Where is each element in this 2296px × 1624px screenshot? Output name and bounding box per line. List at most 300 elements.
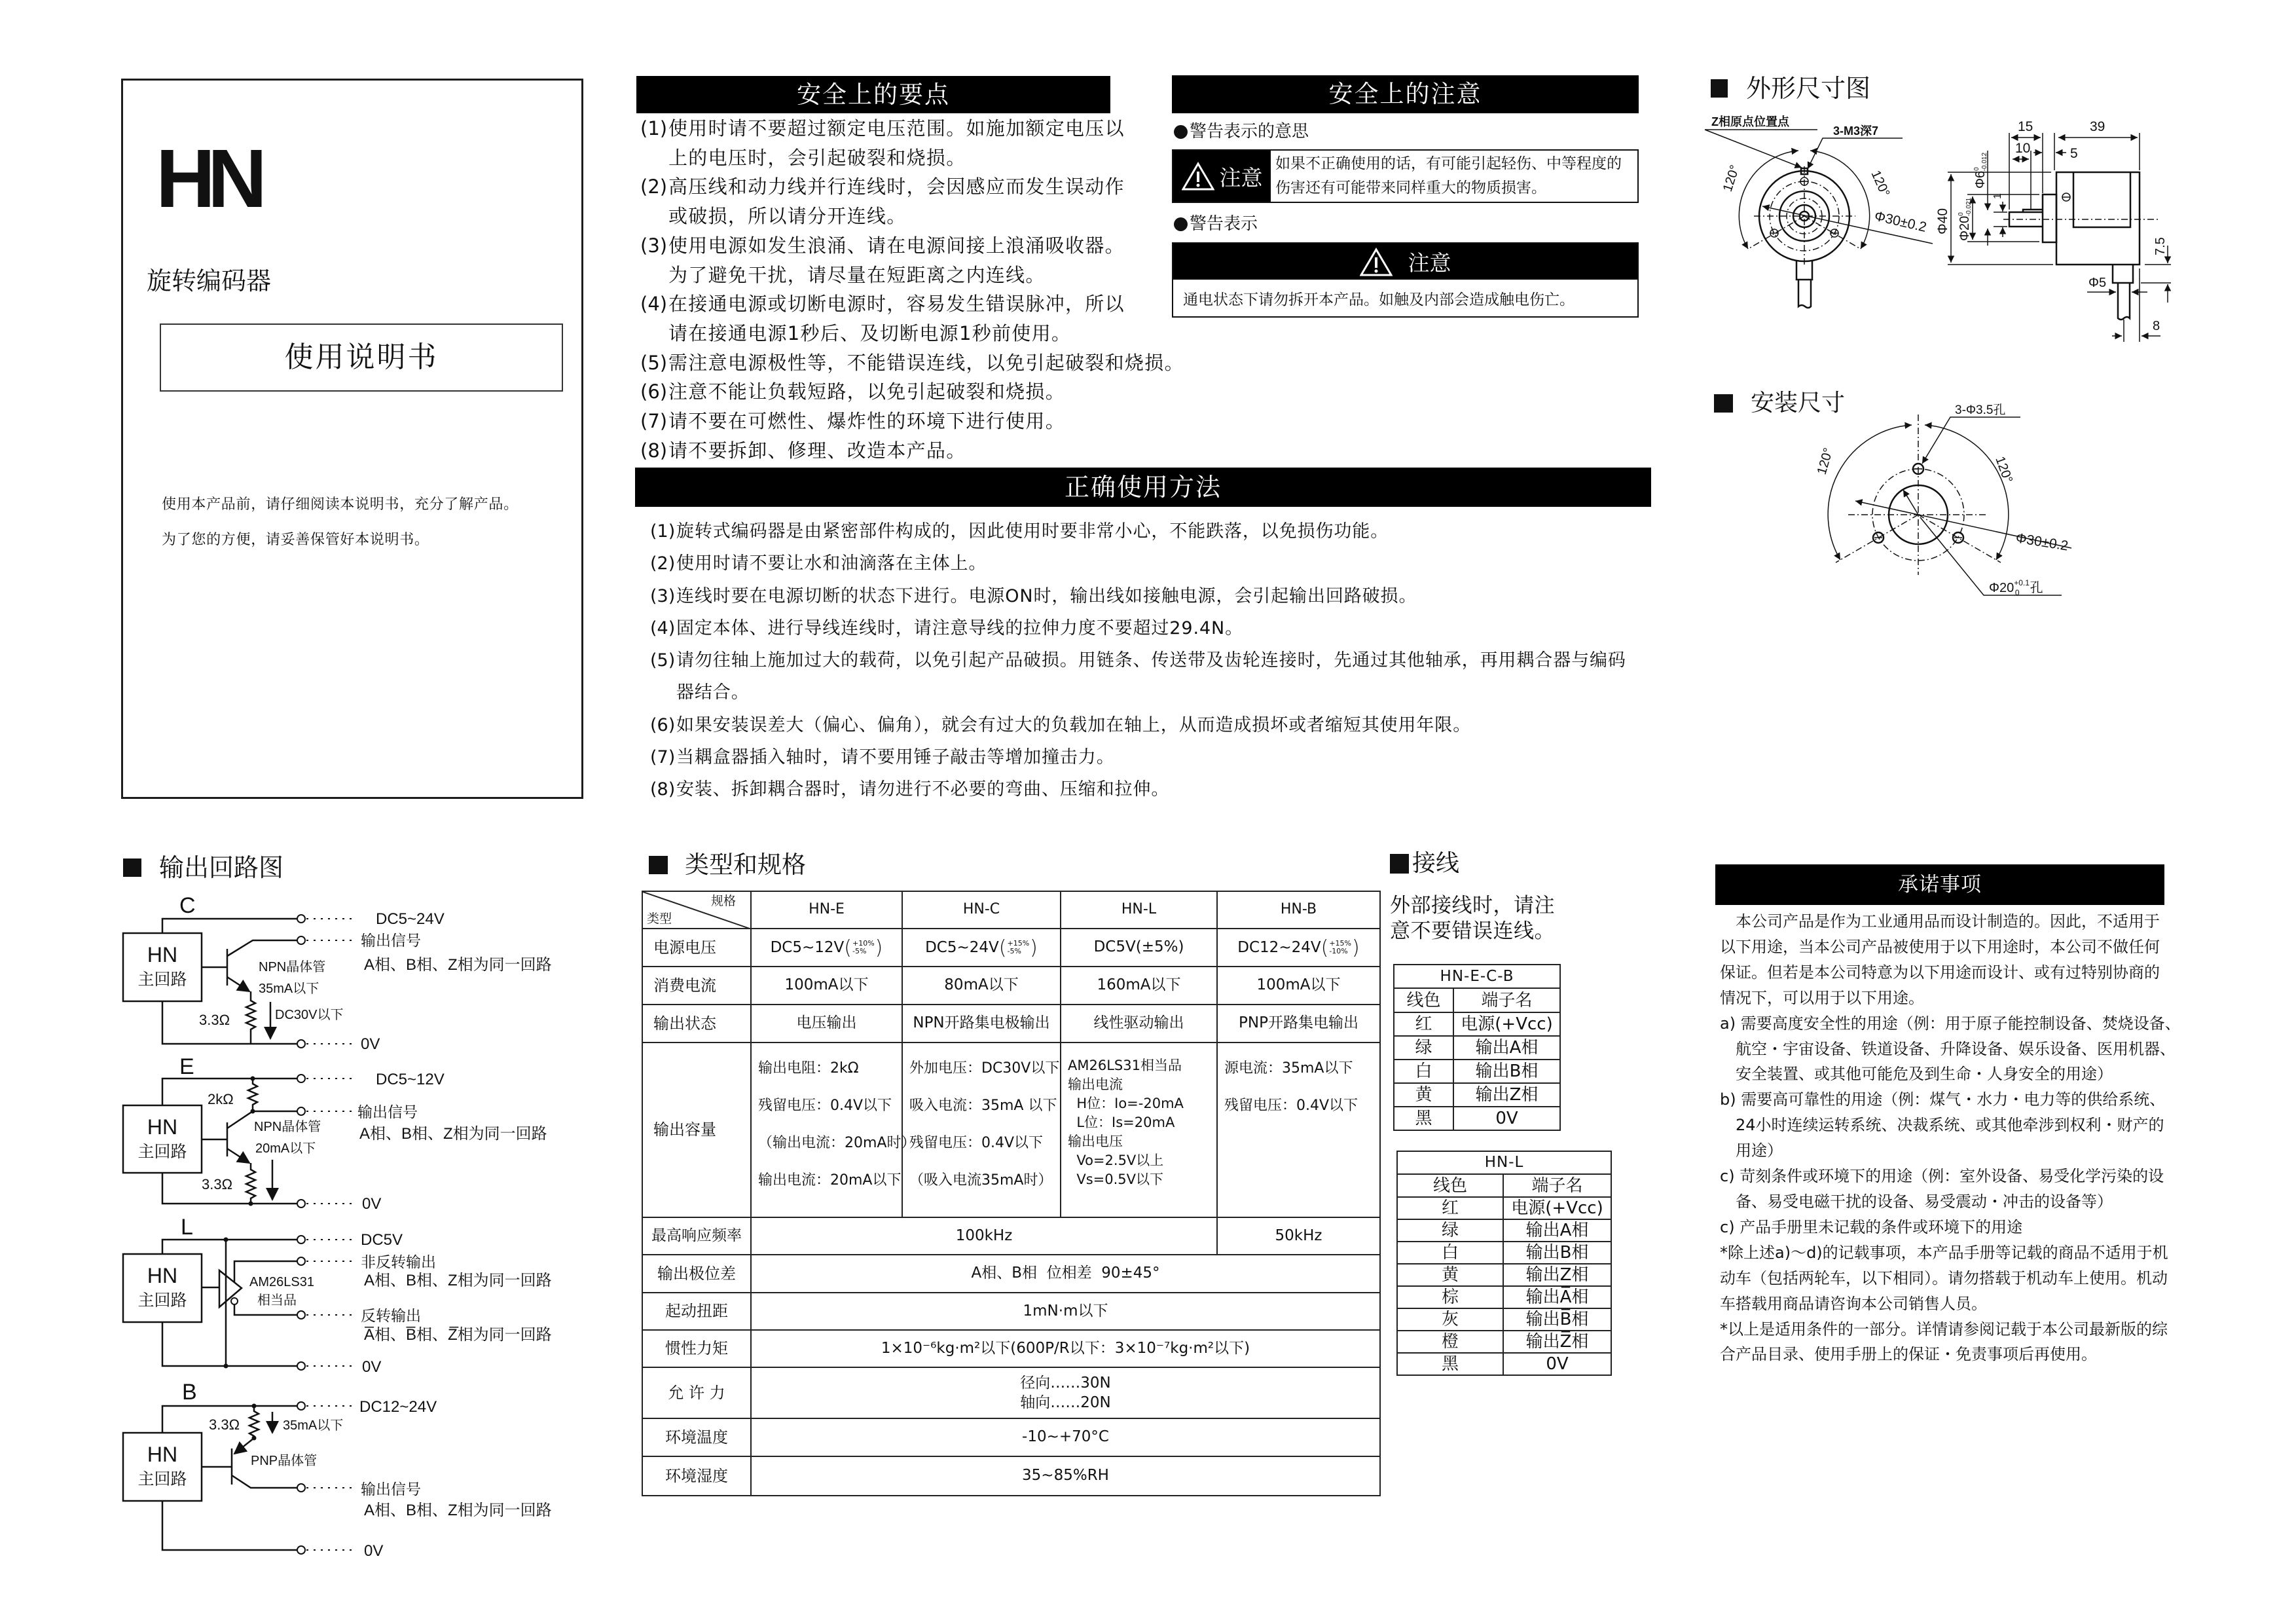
bore-label [1989, 578, 2043, 597]
bore-diameter: Φ20 [1989, 581, 2014, 595]
caution-description-line: 伤害还有可能带来同样重大的物质损害。 [1275, 179, 1546, 196]
table-cell: 100kHz [751, 1217, 1217, 1255]
voltage-limit-label: DC30V以下 [275, 1008, 344, 1022]
wiring-note-line: 意不要错误连线。 [1390, 919, 1555, 943]
resistor [246, 991, 255, 1044]
row-label: 电源电压 [642, 929, 751, 967]
cell-line: L位：Is=20mA [1068, 1115, 1175, 1130]
commitment-line: 本公司产品是作为工业通用品而设计制造的。因此，不适用于 [1720, 912, 2160, 931]
same-circuit-note: A相、B相、Z相为同一回路 [364, 956, 552, 974]
voltage-range: DC5V(±5%) [1093, 938, 1184, 956]
commitment-line: c) 苛刻条件或环境下的用途（例：室外设备、易受化学污染的设 [1720, 1167, 2164, 1186]
list-item [640, 377, 1184, 407]
list-item [650, 612, 1626, 644]
table-cell: A相、B相 位相差 90±45° [751, 1255, 1380, 1293]
same-circuit-note: A相、B相、Z相为同一回路 [364, 1502, 552, 1519]
row-label: 起动扭距 [642, 1293, 751, 1330]
bracket: ( [1321, 936, 1329, 959]
bore-suffix: 孔 [2030, 581, 2043, 595]
item-number: (5) [650, 650, 676, 671]
wire-color: 白 [1394, 1060, 1453, 1083]
table-cell: -10~+70°C [751, 1418, 1380, 1456]
circuit-type-label: L [181, 1215, 193, 1240]
table-row [1397, 1242, 1611, 1264]
row-label: 环境湿度 [642, 1456, 751, 1496]
item-text: 注意不能让负载短路，以免引起破裂和烧损。 [668, 380, 1066, 403]
holes-label: 3-Φ3.5孔 [1955, 403, 2006, 417]
terminal-name: 输出Z̅相 [1503, 1331, 1611, 1353]
bracket: ) [1030, 936, 1038, 959]
dimension-5: 5 [2070, 146, 2078, 161]
terminal-name: 电源(+Vcc) [1453, 1012, 1560, 1036]
cover-note: 为了您的方便，请妥善保管好本说明书。 [162, 532, 429, 548]
model-name: HN [156, 132, 259, 225]
item-text: 请在接通电源1秒后、及切断电源1秒前使用。 [668, 322, 1072, 344]
table-cell: 1×10⁻⁶kg·m²以下(600P/R以下：3×10⁻⁷kg·m²以下) [751, 1330, 1380, 1367]
item-text: 请勿往轴上施加过大的载荷，以免引起产品破损。用链条、传送带及齿轮连接时，先通过其他轴承，再用耦合器与编码 [676, 650, 1626, 671]
circuit-c [123, 893, 552, 1053]
table-row [1394, 1036, 1560, 1060]
noninverted-output-label: 非反转输出 [361, 1253, 436, 1270]
caution-label: 注意 [1219, 164, 1263, 191]
supply-voltage-cell [1217, 929, 1380, 967]
terminal-name: 输出A相 [1453, 1036, 1560, 1060]
bullet-icon [1174, 125, 1188, 139]
cell-line: 输出电阻：2kΩ [758, 1060, 859, 1077]
column-header: 端子名 [1503, 1174, 1611, 1197]
square-bullet-icon [1711, 79, 1728, 98]
wire-color: 棕 [1397, 1286, 1503, 1308]
table-cell: PNP开路集电输出 [1217, 1005, 1380, 1043]
flat-dimension: 1 [1992, 193, 2003, 199]
cover-note: 使用本产品前，请仔细阅读本说明书，充分了解产品。 [162, 496, 519, 513]
ground-label: 0V [364, 1542, 384, 1560]
item-text: 连线时要在电源切断的状态下进行。电源ON时，输出线如接触电源，会引起输出回路破损。 [676, 585, 1417, 606]
warning-triangle-icon [1182, 162, 1214, 191]
cable [1796, 261, 1812, 308]
table-row [1397, 1331, 1611, 1353]
cell-line: Vs=0.5V以下 [1068, 1172, 1164, 1187]
commitment-line: 情况下，可以用于以下用途。 [1720, 988, 1924, 1007]
output-capacity-cell [751, 1043, 916, 1217]
voltage-range: DC12~24V [1237, 938, 1321, 956]
cell-line: 残留电压：0.4V以下 [909, 1135, 1044, 1151]
supply-voltage-cell [902, 929, 1061, 967]
bracket: ) [1351, 936, 1360, 959]
item-number: (6) [650, 714, 676, 735]
commitment-line: 合产品目录、使用手册上的保证・免责事项后再使用。 [1720, 1345, 2097, 1364]
safety-points-list [640, 114, 1184, 465]
output-signal-label: 输出信号 [357, 1103, 418, 1120]
ground-rail [162, 1322, 297, 1366]
document-title: 使用说明书 [284, 341, 439, 374]
table-row [642, 1005, 1380, 1043]
list-item [640, 436, 1184, 466]
table-row [1397, 1308, 1611, 1331]
list-item [640, 407, 1184, 436]
item-text: 旋转式编码器是由紧密部件构成的，因此使用时要非常小心，不能跌落，以免损伤功能。 [676, 521, 1389, 542]
table-cell: 电压输出 [751, 1005, 902, 1043]
inverted-output-label: 反转输出 [361, 1307, 421, 1324]
table-row [642, 1456, 1380, 1496]
pitch-diameter-label: Φ30±0.2 [2014, 530, 2069, 554]
shaft-diameter-label [1973, 153, 1988, 189]
circuit-l [123, 1215, 552, 1376]
cell-line: 输出电压 [1068, 1134, 1123, 1149]
table-cell: 100mA以下 [1217, 967, 1380, 1005]
bullet-icon [1174, 217, 1188, 231]
row-label: 允 许 力 [642, 1367, 751, 1418]
item-number: (7) [640, 410, 668, 433]
table-row [1397, 1197, 1611, 1219]
square-bullet-icon [649, 856, 668, 874]
wiring-note-line: 外部接线时，请注 [1390, 894, 1555, 917]
warning-heading [1174, 214, 1258, 234]
item-text: 固定本体、进行导线连线时，请注意导线的拉伸力度不要超过29.4N。 [676, 618, 1244, 638]
commitment-line: a) 需要高度安全性的用途（例：用于原子能控制设备、焚烧设备、 [1720, 1014, 2181, 1033]
terminal [297, 1257, 305, 1265]
meaning-heading-text: 警告表示的意思 [1190, 122, 1309, 141]
cell-line: 轴向……20N [1020, 1394, 1111, 1411]
table-row [642, 1293, 1380, 1330]
supply-rail [162, 1240, 297, 1254]
corner-type-label: 类型 [647, 912, 672, 927]
commitment-line: 安全装置、或其他可能危及到生命・人身安全的用途） [1720, 1065, 2113, 1084]
voltage-range: DC5~12V [770, 938, 845, 956]
table-row [1394, 1107, 1560, 1130]
list-item [650, 580, 1626, 612]
model-header: HN-B [1217, 891, 1380, 929]
transistor-label: PNP晶体管 [251, 1454, 318, 1468]
terminal [297, 1236, 305, 1244]
item-text: 使用电源如发生浪涌、请在电源间接上浪涌吸收器。 [668, 234, 1125, 257]
current-label: 35mA以下 [283, 1418, 344, 1433]
row-label: 输出极位差 [642, 1255, 751, 1293]
ground-label: 0V [362, 1358, 382, 1376]
item-text: 高压线和动力线并行连线时，会因感应而发生误动作 [668, 175, 1125, 198]
shaft-diameter: Φ6 [1973, 170, 1988, 189]
circuit-e [123, 1054, 547, 1213]
wire-color: 绿 [1397, 1219, 1503, 1242]
angle-label: 120° [1814, 446, 1836, 477]
table-cell: 35~85%RH [751, 1456, 1380, 1496]
list-item [650, 644, 1626, 709]
caution-description-line: 如果不正确使用的话，有可能引起轻伤、中等程度的 [1275, 155, 1622, 172]
table-row [642, 929, 1380, 967]
spigot-side [2043, 194, 2056, 242]
tolerance [1329, 940, 1351, 955]
item-number: (2) [640, 175, 668, 198]
transistor-label: NPN晶体管 [254, 1120, 321, 1134]
tolerance [852, 940, 875, 955]
collector-line [232, 1475, 297, 1488]
tapped-holes-leader [1808, 138, 1903, 169]
item-text: 在接通电源或切断电源时，容易发生错误脉冲，所以 [668, 293, 1125, 316]
item-number: (5) [640, 351, 668, 374]
outline-heading [1711, 76, 1870, 101]
item-text: 或破损，所以请分开连线。 [668, 205, 907, 228]
tolerance-minus: -5% [852, 947, 867, 955]
specs-heading [649, 853, 806, 877]
dimension-15: 15 [2018, 119, 2033, 134]
resistor-label: 3.3Ω [202, 1176, 233, 1192]
ground-rail [162, 1501, 297, 1550]
row-label: 消费电流 [642, 967, 751, 1005]
table-row [642, 1255, 1380, 1293]
output-signal-label: 输出信号 [361, 932, 421, 949]
terminal [297, 1200, 305, 1208]
item-text: 需注意电源极性等，不能错误连线，以免引起破裂和烧损。 [668, 351, 1184, 374]
transistor-label: NPN晶体管 [259, 960, 326, 974]
block-label: 主回路 [137, 1143, 187, 1161]
item-number: (1) [650, 521, 676, 542]
cover-notes [162, 487, 519, 558]
wiring-table-title: HN-L [1397, 1151, 1611, 1174]
resistor-label: 3.3Ω [209, 1416, 240, 1433]
dimension-10: 10 [2015, 141, 2031, 156]
terminal [297, 1362, 305, 1370]
z-origin-label: Z相原点位置点 [1711, 115, 1789, 128]
terminal-name: 电源(+Vcc) [1503, 1197, 1611, 1219]
table-row [642, 1418, 1380, 1456]
supply-rail [162, 919, 297, 933]
list-item [650, 773, 1626, 805]
circuit-type-label: E [179, 1054, 194, 1079]
table-cell: 80mA以下 [902, 967, 1061, 1005]
same-circuit-note: A相、B相、Z相为同一回路 [359, 1125, 547, 1143]
item-text: 使用时请不要让水和油滴落在主体上。 [676, 553, 987, 574]
specs-heading-text: 类型和规格 [685, 851, 806, 879]
terminal [297, 1311, 305, 1319]
item-number: (3) [640, 234, 668, 257]
output-capacity-cell [1061, 1043, 1217, 1217]
angle-label: 120° [1720, 163, 1743, 194]
row-label: 最高响应频率 [642, 1217, 751, 1255]
cell-line: 源电流：35mA以下 [1224, 1060, 1353, 1077]
table-row [642, 1217, 1380, 1255]
list-item [640, 231, 1184, 289]
terminal-name: 输出Z相 [1453, 1083, 1560, 1107]
corner-header-cell [642, 891, 751, 929]
output-capacity-cell [1217, 1043, 1380, 1217]
item-number: (2) [650, 553, 676, 574]
ground-label: 0V [362, 1195, 382, 1213]
spigot-tol-lower: -0.021 [1965, 197, 1973, 217]
terminal [297, 1075, 305, 1082]
angle-label: 120° [1992, 454, 2016, 485]
cell-line: 输出电流：20mA以下 [758, 1172, 902, 1189]
list-item [640, 289, 1184, 348]
table-row [1394, 1012, 1560, 1036]
resistor-label: 3.3Ω [199, 1012, 230, 1028]
commitments-text [1720, 909, 2181, 1367]
shaft-tol-lower: -0.012 [1981, 152, 1988, 172]
safety-caution-header: 安全上的注意 [1172, 75, 1639, 113]
list-item [650, 709, 1626, 741]
cell-line: 残留电压：0.4V以下 [758, 1098, 892, 1114]
output-capacity-cell [902, 1043, 1061, 1217]
terminal-name: 0V [1503, 1353, 1611, 1375]
table-cell: 1mN·m以下 [751, 1293, 1380, 1330]
item-text: 当耦盒器插入轴时，请不要用锤子敲击等增加撞击力。 [676, 747, 1115, 768]
warning-text: 通电状态下请勿拆开本产品。如触及内部会造成触电伤亡。 [1183, 291, 1575, 308]
wire-color: 黄 [1394, 1083, 1453, 1107]
warning-label-bar [1173, 244, 1637, 280]
spigot-tol-upper: 0 [1958, 212, 1965, 216]
spigot-diameter: Φ20 [1958, 215, 1972, 241]
item-text: 如果安装误差大（偏心、偏角），就会有过大的负载加在轴上，从而造成损坏或者缩短其使用年限。 [676, 714, 1472, 735]
current-label: 20mA以下 [255, 1141, 316, 1156]
block-label: HN [147, 1443, 178, 1466]
inverted-circuit-note: A̅相、B̅相、Z̅相为同一回路 [364, 1326, 552, 1344]
table-cell: 线性驱动输出 [1061, 1005, 1217, 1043]
commitment-line: 用途） [1720, 1141, 1783, 1160]
terminal [297, 1107, 305, 1115]
commitment-line: 备、易受电磁干扰的设备、易受震动・冲击的设备等） [1720, 1192, 2113, 1211]
table-header-row [642, 891, 1380, 929]
commitment-line: *除上述a)～d)的记载事项，本产品手册等记载的商品不适用于机 [1720, 1243, 2168, 1262]
list-item [640, 172, 1184, 231]
supply-voltage-label: DC12~24V [359, 1398, 437, 1416]
front-view [1705, 115, 1933, 308]
cable-diameter-label: Φ5 [2088, 276, 2107, 290]
model-header: HN-L [1061, 891, 1217, 929]
output-circuit-diagrams [111, 884, 583, 1565]
terminal-name: 输出A̅相 [1503, 1286, 1611, 1308]
list-item [640, 114, 1184, 172]
wiring-heading-text: 接线 [1412, 850, 1460, 877]
table-row [1397, 1264, 1611, 1286]
terminal-name: 输出A相 [1503, 1219, 1611, 1242]
correct-usage-header: 正确使用方法 [635, 468, 1651, 507]
table-cell: NPN开路集电极输出 [902, 1005, 1061, 1043]
body-side [2056, 172, 2140, 265]
mounting-heading-text: 安装尺寸 [1751, 390, 1846, 416]
supply-voltage-label: DC5V [361, 1231, 403, 1249]
wire-color: 红 [1394, 1012, 1453, 1036]
terminal [297, 1402, 305, 1410]
item-text: 使用时请不要超过额定电压范围。如施加额定电压以 [668, 117, 1125, 139]
current-label: 35mA以下 [259, 982, 319, 996]
block-label: HN [147, 1264, 178, 1287]
item-number: (3) [650, 585, 676, 606]
center-lines [1836, 415, 2001, 575]
cell-line: 输出电流 [1068, 1077, 1123, 1092]
same-circuit-note: A相、B相、Z相为同一回路 [364, 1272, 552, 1289]
block-label: 主回路 [137, 1470, 187, 1488]
list-item [650, 741, 1626, 773]
table-row [642, 967, 1380, 1005]
item-number: (6) [640, 380, 668, 403]
item-number: (1) [640, 117, 668, 139]
tolerance-plus: +15% [1007, 939, 1030, 948]
terminal [297, 1484, 305, 1492]
commitment-line: 动车（包括两轮车，以下相同）。请勿搭载于机动车上使用。机动 [1720, 1268, 2168, 1287]
terminal-name: 输出Z相 [1503, 1264, 1611, 1286]
square-bullet-icon [1714, 394, 1733, 413]
resistor [249, 1406, 259, 1438]
dimension-7-5: 7.5 [2153, 237, 2168, 255]
terminal [297, 1546, 305, 1554]
square-bullet-icon [1390, 854, 1409, 874]
circuit-b [123, 1380, 552, 1560]
emitter-arrow [234, 1438, 254, 1454]
model-header: HN-E [751, 891, 902, 929]
item-text: 安装、拆卸耦合器时，请勿进行不必要的弯曲、压缩和拉伸。 [676, 779, 1170, 800]
bore-tol-upper: +0.1 [2014, 578, 2030, 587]
z-origin-leader [1705, 130, 1817, 168]
spigot-diameter-label [1958, 197, 1973, 241]
column-header: 线色 [1397, 1174, 1503, 1197]
row-label: 惯性力矩 [642, 1330, 751, 1367]
circuits-heading-text: 输出回路图 [159, 853, 284, 882]
meaning-heading [1174, 122, 1309, 141]
caution-description [1275, 152, 1622, 200]
item-text: 器结合。 [676, 682, 750, 703]
caution-definition-box [1172, 149, 1639, 203]
square-bullet-icon [123, 858, 141, 877]
terminal [297, 936, 305, 944]
mounting-drawing [1800, 393, 2095, 609]
list-item [650, 547, 1626, 580]
block-label: HN [147, 943, 178, 967]
pullup-label: 2kΩ [208, 1091, 234, 1107]
ground-label: 0V [361, 1035, 380, 1053]
wire-color: 红 [1397, 1197, 1503, 1219]
tapped-holes-label: 3-M3深7 [1833, 124, 1879, 138]
shaft-tol-upper: 0 [1973, 167, 1980, 171]
center-lines [1749, 166, 1859, 267]
tolerance-minus: -10% [1329, 947, 1348, 955]
table-row [1397, 1286, 1611, 1308]
cell-line: H位：Io=-20mA [1068, 1096, 1184, 1111]
side-view [1935, 119, 2171, 342]
commitment-line: b) 需要高可靠性的用途（例：煤气・水力・电力等的供给系统、 [1720, 1090, 2166, 1109]
cell-line: 吸入电流：35mA 以下 [909, 1098, 1057, 1114]
list-item [640, 348, 1184, 378]
supply-voltage-cell [751, 929, 902, 967]
tolerance-plus: +15% [1329, 939, 1351, 948]
emitter-arrow [227, 1149, 249, 1163]
angle-label: 120° [1868, 168, 1893, 199]
product-name: 旋转编码器 [147, 267, 272, 295]
block-label: HN [147, 1115, 178, 1139]
table-row [1397, 1353, 1611, 1375]
shaft-side [2009, 210, 2043, 227]
item-text: 上的电压时，会引起破裂和烧损。 [668, 146, 966, 169]
table-cell [751, 1367, 1380, 1418]
cell-line: （输出电流：20mA时） [758, 1135, 916, 1151]
tolerance-minus: -5% [1007, 947, 1021, 955]
commitments-header: 承诺事项 [1715, 864, 2164, 905]
item-text: 请不要在可燃性、爆炸性的环境下进行使用。 [668, 410, 1066, 433]
document-title-box [160, 323, 563, 392]
table-row [1394, 1060, 1560, 1083]
dimension-39: 39 [2090, 119, 2105, 134]
wire-color: 绿 [1394, 1036, 1453, 1060]
wire-color: 白 [1397, 1242, 1503, 1264]
correct-usage-list [650, 515, 1626, 806]
table-cell: 100mA以下 [751, 967, 902, 1005]
corner-spec-label: 规格 [710, 894, 736, 908]
column-header: 端子名 [1453, 988, 1560, 1012]
row-label: 输出容量 [642, 1043, 751, 1217]
wire-color: 黑 [1397, 1353, 1503, 1375]
output-signal-label: 输出信号 [361, 1481, 421, 1498]
bracket: ( [844, 936, 852, 959]
bracket: ) [875, 936, 883, 959]
pullup-resistor [248, 1079, 257, 1111]
